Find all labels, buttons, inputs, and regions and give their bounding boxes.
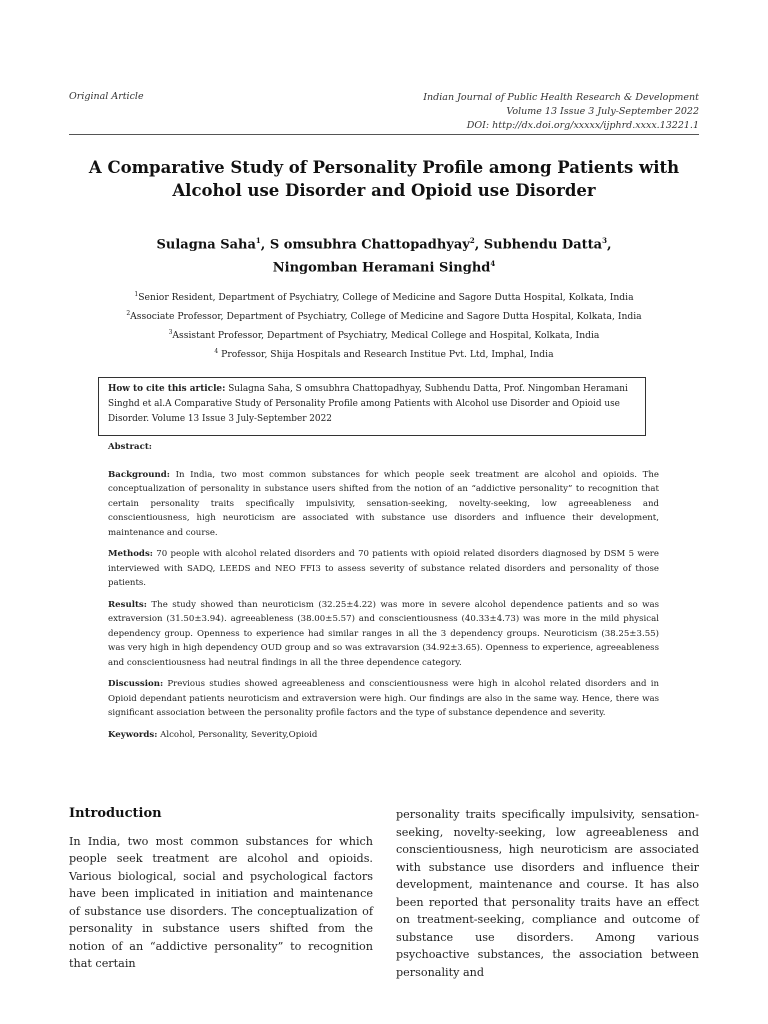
discussion-text: Previous studies showed agreeableness and conscientiousness were high in alcohol related disorders and in Opioid dependant patients neuroticism and extraversion were high. Our findings are also in the same way. Hence, there was significant association between the personality profile factors and the type of substance dependence and severity. — [108, 679, 659, 718]
methods-text: 70 people with alcohol related disorders and 70 patients with opioid related disorders diagnosed by DSM 5 were interviewed with SADQ, LEEDS and NEO FFI3 to assess severity of substance related disorders and personality of those patients. — [108, 549, 659, 588]
affiliation-item — [60, 325, 708, 344]
citation-label: How to cite this article: — [108, 384, 226, 394]
title-line-1: A Comparative Study of Personality Profile among Patients with — [88, 158, 680, 177]
abstract-background — [108, 468, 659, 541]
author-sup: 3 — [602, 236, 607, 245]
author-sup: 1 — [255, 236, 261, 245]
affiliation-text: Assistant Professor, Department of Psychiatry, Medical College and Hospital, Kolkata, India — [172, 330, 600, 342]
author-name: Ningomban Heramani Singhd — [272, 260, 491, 276]
results-label: Results: — [108, 599, 147, 610]
paper-title — [60, 156, 708, 202]
author-name: S omsubhra Chattopadhyay — [269, 237, 470, 253]
author-list — [60, 231, 708, 278]
abstract-discussion — [108, 677, 659, 721]
body-column-left — [69, 805, 373, 973]
introduction-heading: Introduction — [69, 806, 162, 821]
methods-label: Methods: — [108, 549, 153, 559]
header-divider — [69, 134, 699, 135]
author-sep: , — [474, 237, 484, 253]
citation-box — [98, 377, 646, 436]
affiliation-item — [60, 287, 708, 306]
introduction-text-left: In India, two most common substances for which people seek treatment are alcohol and opioids. Various biological, social and psychological factors have been implicated in initiation and maintenance of substance use disorders. The conceptualization of personality in substance users shifted from the notion of an “addictive personality” to recognition that certain — [69, 834, 373, 970]
affiliation-text: Associate Professor, Department of Psychiatry, College of Medicine and Sagore Dutta Hospital, Kolkata, India — [130, 311, 642, 323]
author-line-1 — [60, 231, 708, 254]
citation-text: Sulagna Saha, S omsubhra Chattopadhyay, Subhendu Datta, Prof. Ningomban Heramani Singhd et al.A Comparative Study of Personality Profile among Patients with Alcohol use Disorder and Opioid use Disorder. Volume 13 Issue 3 July-September 2022 — [108, 384, 628, 424]
author-sep: , — [260, 237, 270, 253]
affiliation-item — [60, 344, 708, 363]
affiliation-item — [60, 306, 708, 325]
journal-doi[interactable]: DOI: http://dx.doi.org/xxxxx/ijphrd.xxxx.13221.1 — [466, 120, 699, 131]
article-type: Original Article — [69, 91, 144, 102]
keywords-text: Alcohol, Personality, Severity,Opioid — [157, 729, 318, 740]
affiliation-sup: 4 — [214, 348, 219, 356]
affiliation-sup: 3 — [168, 329, 173, 337]
introduction-text-right: personality traits specifically impulsivity, sensation-seeking, novelty-seeking, low agreeableness and conscientiousness, high neuroticism are associated with substance use disorders and influence their development, maintenance and course. It has also been reported that personality traits have an effect on treatment-seeking, compliance and outcome of substance use disorders. Among various psychoactive substances, the association between personality and — [396, 808, 699, 979]
journal-info — [423, 91, 699, 133]
author-sup: 2 — [469, 236, 475, 245]
title-line-2: Alcohol use Disorder and Opioid use Disorder — [172, 181, 596, 200]
abstract-keywords — [108, 728, 659, 743]
affiliation-text: Senior Resident, Department of Psychiatry, College of Medicine and Sagore Dutta Hospital, Kolkata, India — [138, 292, 634, 304]
results-text: The study showed than neuroticism (32.25±4.22) was more in severe alcohol dependence patients and so was extraversion (31.50±3.94). agreeableness (38.00±5.57) and conscientiousness (40.33±4.73) was more in the mild physical dependency group. Openness to experience had similar ranges in all the 3 dependency groups. Neuroticism (38.25±3.55) was very high in high dependency OUD group and so was extravarsion (34.92±3.65). Openness to experience, agreeableness and conscientiousness had neutral findings in all the three dependence category. — [108, 599, 659, 668]
author-sep: , — [606, 237, 612, 253]
author-name: Sulagna Saha — [156, 237, 256, 253]
affiliation-text: Professor, Shija Hospitals and Research Institue Pvt. Ltd, Imphal, India — [218, 349, 554, 361]
discussion-label: Discussion: — [108, 679, 164, 689]
body-column-right — [396, 806, 699, 981]
abstract-results — [108, 598, 659, 671]
affiliation-list — [60, 287, 708, 363]
keywords-label: Keywords: — [108, 729, 158, 740]
background-text: In India, two most common substances for which people seek treatment are alcohol and opioids. The conceptualization of personality in substance users shifted from the notion of an “addictive personality” to recognition that certain personality traits specifically impulsivity, sensation-seeking, novelty-seeking, low agreeableness and conscientiousness, high neuroticism are associated with substance use disorders and influence their development, maintenance and course. — [108, 469, 659, 538]
abstract-methods — [108, 547, 659, 591]
author-sup: 4 — [490, 259, 496, 269]
affiliation-sup: 1 — [134, 291, 139, 298]
abstract-section — [108, 440, 659, 749]
journal-volume: Volume 13 Issue 3 July-September 2022 — [506, 106, 699, 117]
abstract-title: Abstract: — [108, 442, 152, 452]
journal-name: Indian Journal of Public Health Research & Development — [423, 92, 699, 103]
author-name: Subhendu Datta — [483, 237, 603, 253]
affiliation-sup: 2 — [126, 310, 131, 318]
background-label: Background: — [108, 469, 170, 480]
author-line-2 — [60, 254, 708, 277]
